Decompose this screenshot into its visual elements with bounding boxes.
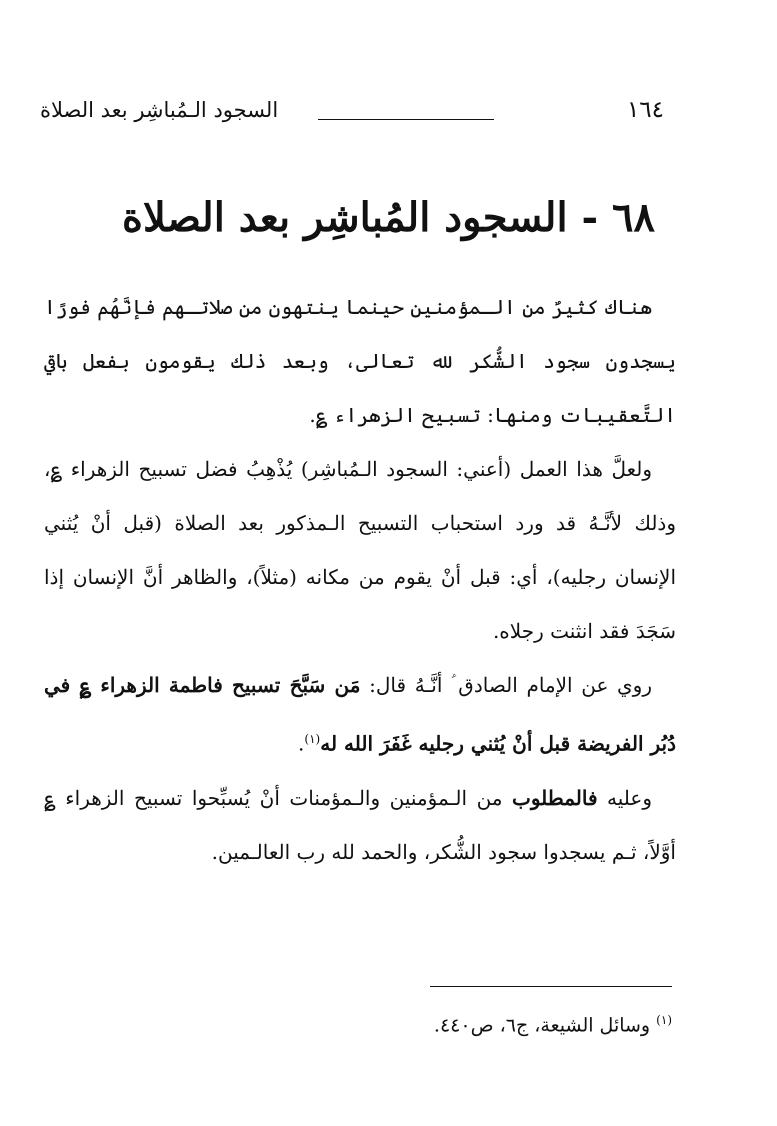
paragraph-1-text: هناك كثيرٌ من الـمؤمنين حينما ينتهون من صلاتـهم فإنَّهُم فورًا يسجدون سجود الشُّكر لله تعالى، وبعد ذلك يقومون بفعل باقي التَّعقيبات ومنها: تسبيح الزهراء ؏. <box>44 295 676 427</box>
paragraph-1 <box>44 280 676 442</box>
page-header <box>40 90 664 130</box>
paragraph-4-pre: وعليه <box>597 785 652 810</box>
footnote-separator <box>430 986 672 987</box>
paragraph-2-text: ولعلَّ هذا العمل (أعني: السجود الـمُباشِر) يُذْهِبُ فضل تسبيح الزهراء ؏، وذلك لأنَّـهُ قد ورد استحباب التسبيح الـمذكور بعد الصلاة (قبل أنْ يُثني الإنسان رجليه)، أي: قبل أنْ يقوم من مكانه (مثلاً)، والظاهر أنَّ الإنسان إذا سَجَدَ فقد انثنت رجلاه. <box>44 457 676 643</box>
running-title: السجود الـمُباشِر بعد الصلاة <box>40 98 279 122</box>
paragraph-3-intro: روي عن الإمام الصادق ؑ أنَّـهُ قال: <box>360 673 652 697</box>
chapter-title: ٦٨ - السجود المُباشِر بعد الصلاة <box>122 194 655 241</box>
emphasis-word: فالمطلوب <box>512 785 598 810</box>
footnote-reference: (١) <box>304 732 321 746</box>
body-text <box>44 280 676 879</box>
page-number: ١٦٤ <box>626 97 664 123</box>
footnote-marker: (١) <box>656 1013 672 1027</box>
paragraph-3 <box>44 658 676 771</box>
paragraph-2 <box>44 442 676 658</box>
paragraph-4-text: من الـمؤمنين والـمؤمنات أنْ يُسبِّحوا تسبيح الزهراء ؏ أوَّلاً، ثـم يسجدوا سجود الشُّكر، والحمد لله رب العالـمين. <box>44 785 676 864</box>
header-rule <box>318 119 494 120</box>
paragraph-4 <box>44 771 676 879</box>
footnote-text: وسائل الشيعة، ج٦، ص٤٤٠. <box>433 1014 651 1037</box>
footnote <box>300 1000 672 1045</box>
hadith-quote: مَن سَبَّحَ تسبيح فاطمة الزهراء ؏ في دُبُر الفريضة قبل أنْ يُثني رجليه غَفَرَ الله له <box>44 673 676 756</box>
paragraph-3-end: . <box>298 731 305 756</box>
